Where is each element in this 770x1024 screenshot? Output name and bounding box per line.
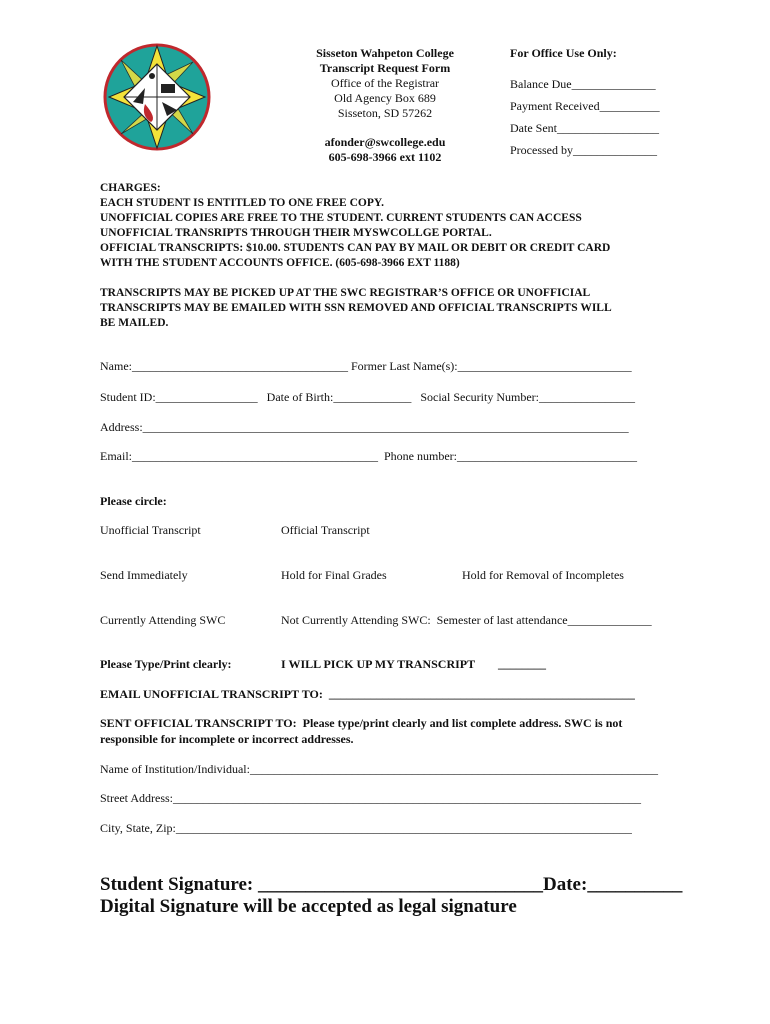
notice-line: TRANSCRIPTS MAY BE PICKED UP AT THE SWC REGISTRAR’S OFFICE OR UNOFFICIAL bbox=[100, 287, 591, 299]
form-title: Transcript Request Form bbox=[319, 61, 451, 75]
ssn-field[interactable]: Social Security Number:________________ bbox=[420, 390, 635, 404]
registrar-email: afonder@swcollege.edu bbox=[324, 135, 446, 149]
id-row bbox=[100, 390, 680, 405]
charges-line: CHARGES: bbox=[100, 182, 161, 194]
college-name: Sisseton Wahpeton College bbox=[316, 46, 454, 60]
please-circle-heading: Please circle: bbox=[100, 494, 167, 508]
option-hold-final-grades[interactable]: Hold for Final Grades bbox=[281, 568, 387, 582]
registrar-phone: 605-698-3966 ext 1102 bbox=[328, 150, 442, 164]
charges-line: WITH THE STUDENT ACCOUNTS OFFICE. (605-698-3966 EXT 1188) bbox=[100, 257, 460, 269]
student-signature-field[interactable]: Student Signature: ______________________________Date:__________ bbox=[100, 874, 683, 895]
processed-by-field[interactable]: Processed by______________ bbox=[510, 143, 657, 157]
mailing-box: Old Agency Box 689 bbox=[334, 91, 436, 105]
college-seal-logo bbox=[97, 42, 217, 152]
notice-line: BE MAILED. bbox=[100, 317, 169, 329]
sent-official-line-1: SENT OFFICIAL TRANSCRIPT TO: Please type/print clearly and list complete address. SWC is not bbox=[100, 716, 623, 730]
pickup-notice bbox=[100, 286, 680, 331]
city-state: Sisseton, SD 57262 bbox=[337, 106, 433, 120]
payment-received-field[interactable]: Payment Received__________ bbox=[510, 99, 660, 113]
option-currently-attending[interactable]: Currently Attending SWC bbox=[100, 613, 226, 627]
type-print-label: Please Type/Print clearly: bbox=[100, 657, 232, 671]
sent-official-line-2: responsible for incomplete or incorrect addresses. bbox=[100, 732, 354, 746]
college-header bbox=[300, 46, 470, 165]
option-not-attending[interactable]: Not Currently Attending SWC: Semester of last attendance______________ bbox=[281, 613, 652, 627]
student-id-field[interactable]: Student ID:_________________ bbox=[100, 390, 258, 404]
digital-signature-note: Digital Signature will be accepted as legal signature bbox=[100, 896, 517, 917]
balance-due-field[interactable]: Balance Due______________ bbox=[510, 77, 656, 91]
notice-line: TRANSCRIPTS MAY BE EMAILED WITH SSN REMOVED AND OFFICIAL TRANSCRIPTS WILL bbox=[100, 302, 612, 314]
office-use-box bbox=[510, 46, 680, 165]
name-row bbox=[100, 359, 680, 374]
former-last-name-field[interactable]: Former Last Name(s):_____________________________ bbox=[351, 359, 632, 373]
street-address-field[interactable]: Street Address:______________________________________________________________________________ bbox=[100, 791, 641, 805]
pickup-transcript-label: I WILL PICK UP MY TRANSCRIPT bbox=[281, 657, 476, 671]
charges-line: UNOFFICIAL TRANSRIPTS THROUGH THEIR MYSWCOLLGE PORTAL. bbox=[100, 227, 492, 239]
phone-number-field[interactable]: Phone number:______________________________ bbox=[384, 449, 637, 463]
charges-line: UNOFFICIAL COPIES ARE FREE TO THE STUDENT. CURRENT STUDENTS CAN ACCESS bbox=[100, 212, 582, 224]
city-state-zip-field[interactable]: City, State, Zip:____________________________________________________________________________ bbox=[100, 821, 632, 835]
charges-line: OFFICIAL TRANSCRIPTS: $10.00. STUDENTS CAN PAY BY MAIL OR DEBIT OR CREDIT CARD bbox=[100, 242, 611, 254]
address-field[interactable]: Address:_________________________________________________________________________________ bbox=[100, 420, 629, 434]
option-send-immediately[interactable]: Send Immediately bbox=[100, 568, 188, 582]
date-of-birth-field[interactable]: Date of Birth:_____________ bbox=[266, 390, 412, 404]
institution-name-field[interactable]: Name of Institution/Individual:____________________________________________________________________ bbox=[100, 762, 658, 776]
option-official-transcript[interactable]: Official Transcript bbox=[281, 523, 370, 537]
office-use-title: For Office Use Only: bbox=[510, 46, 617, 60]
pickup-transcript-field[interactable]: ________ bbox=[498, 657, 546, 671]
option-unofficial-transcript[interactable]: Unofficial Transcript bbox=[100, 523, 201, 537]
date-sent-field[interactable]: Date Sent_________________ bbox=[510, 121, 659, 135]
name-field[interactable]: Name:____________________________________ bbox=[100, 359, 348, 373]
option-hold-incompletes[interactable]: Hold for Removal of Incompletes bbox=[462, 568, 624, 582]
office-name: Office of the Registrar bbox=[330, 76, 440, 90]
charges-section bbox=[100, 181, 680, 271]
email-unofficial-field[interactable]: EMAIL UNOFFICIAL TRANSCRIPT TO: ___________________________________________________ bbox=[100, 687, 635, 701]
contact-row bbox=[100, 449, 680, 464]
charges-line: EACH STUDENT IS ENTITLED TO ONE FREE COPY. bbox=[100, 197, 384, 209]
email-field[interactable]: Email:_________________________________________ bbox=[100, 449, 378, 463]
